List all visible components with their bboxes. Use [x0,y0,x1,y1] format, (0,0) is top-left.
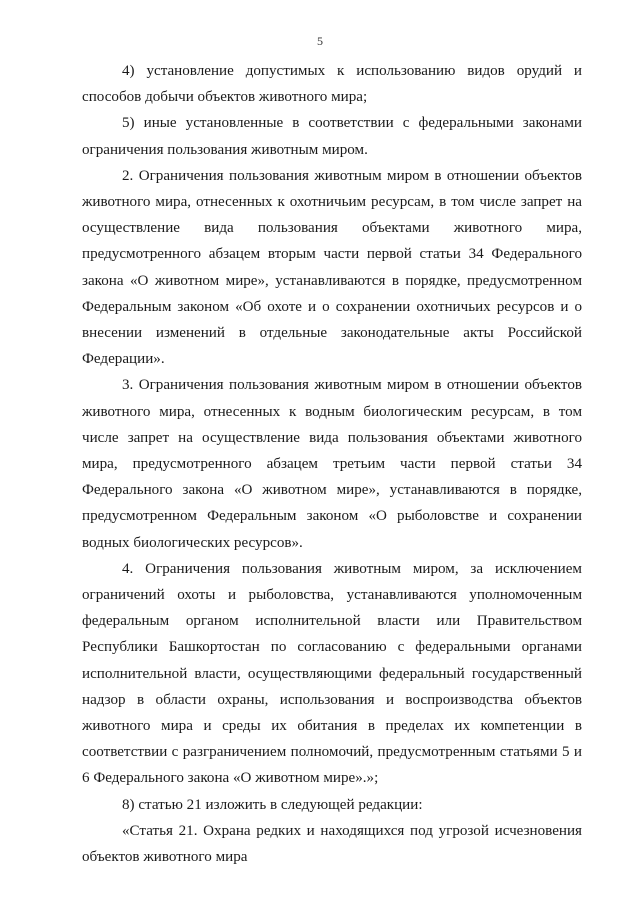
paragraph-article-21-heading: «Статья 21. Охрана редких и находящихся под угрозой исчезновения объектов животного мира [82,822,582,866]
page-number: 5 [317,34,323,48]
paragraph-clause-3-fishing: 3. Ограничения пользования животным миром в отношении объектов животного мира, отнесенных к водным биологическим ресурсам, в том числе запрет на осуществление вида пользования объектами животного мира, предусмотренного абзацем третьим части первой статьи 34 Федерального закона «О животном мире», устанавливаются в порядке, предусмотренном Федеральным законом «О рыболовстве и сохранении водных биологических ресурсов». [82,377,582,551]
paragraph-item-5: 5) иные установленные в соответствии с федеральными законами ограничения пользования животным миром. [82,115,582,158]
paragraph-amendment-8: 8) статью 21 изложить в следующей редакции: [122,796,423,813]
paragraph-clause-4-other-restrictions: 4. Ограничения пользования животным миром, за исключением ограничений охоты и рыболовства, устанавливаются уполномоченным федеральным органом исполнительной власти или Правительством Республики Башкортостан по согласованию с федеральными органами исполнительной власти, осуществляющими федеральный государственный надзор в области охраны, использования и воспроизводства объектов животного мира и среды их обитания в пределах их компетенции в соответствии с разграничением полномочий, предусмотренным статьями 5 и 6 Федерального закона «О животном мире».»; [82,560,582,787]
document-body [82,58,582,870]
paragraph-clause-2-hunting: 2. Ограничения пользования животным миром в отношении объектов животного мира, отнесенных к охотничьим ресурсам, в том числе запрет на осуществление вида пользования объектами животного мира, предусмотренного абзацем вторым части первой статьи 34 Федерального закона «О животном мире», устанавливаются в порядке, предусмотренном Федеральным законом «Об охоте и о сохранении охотничьих ресурсов и о внесении изменений в отдельные законодательные акты Российской Федерации». [82,167,582,368]
paragraph-item-4: 4) установление допустимых к использованию видов орудий и способов добычи объектов животного мира; [82,63,582,106]
